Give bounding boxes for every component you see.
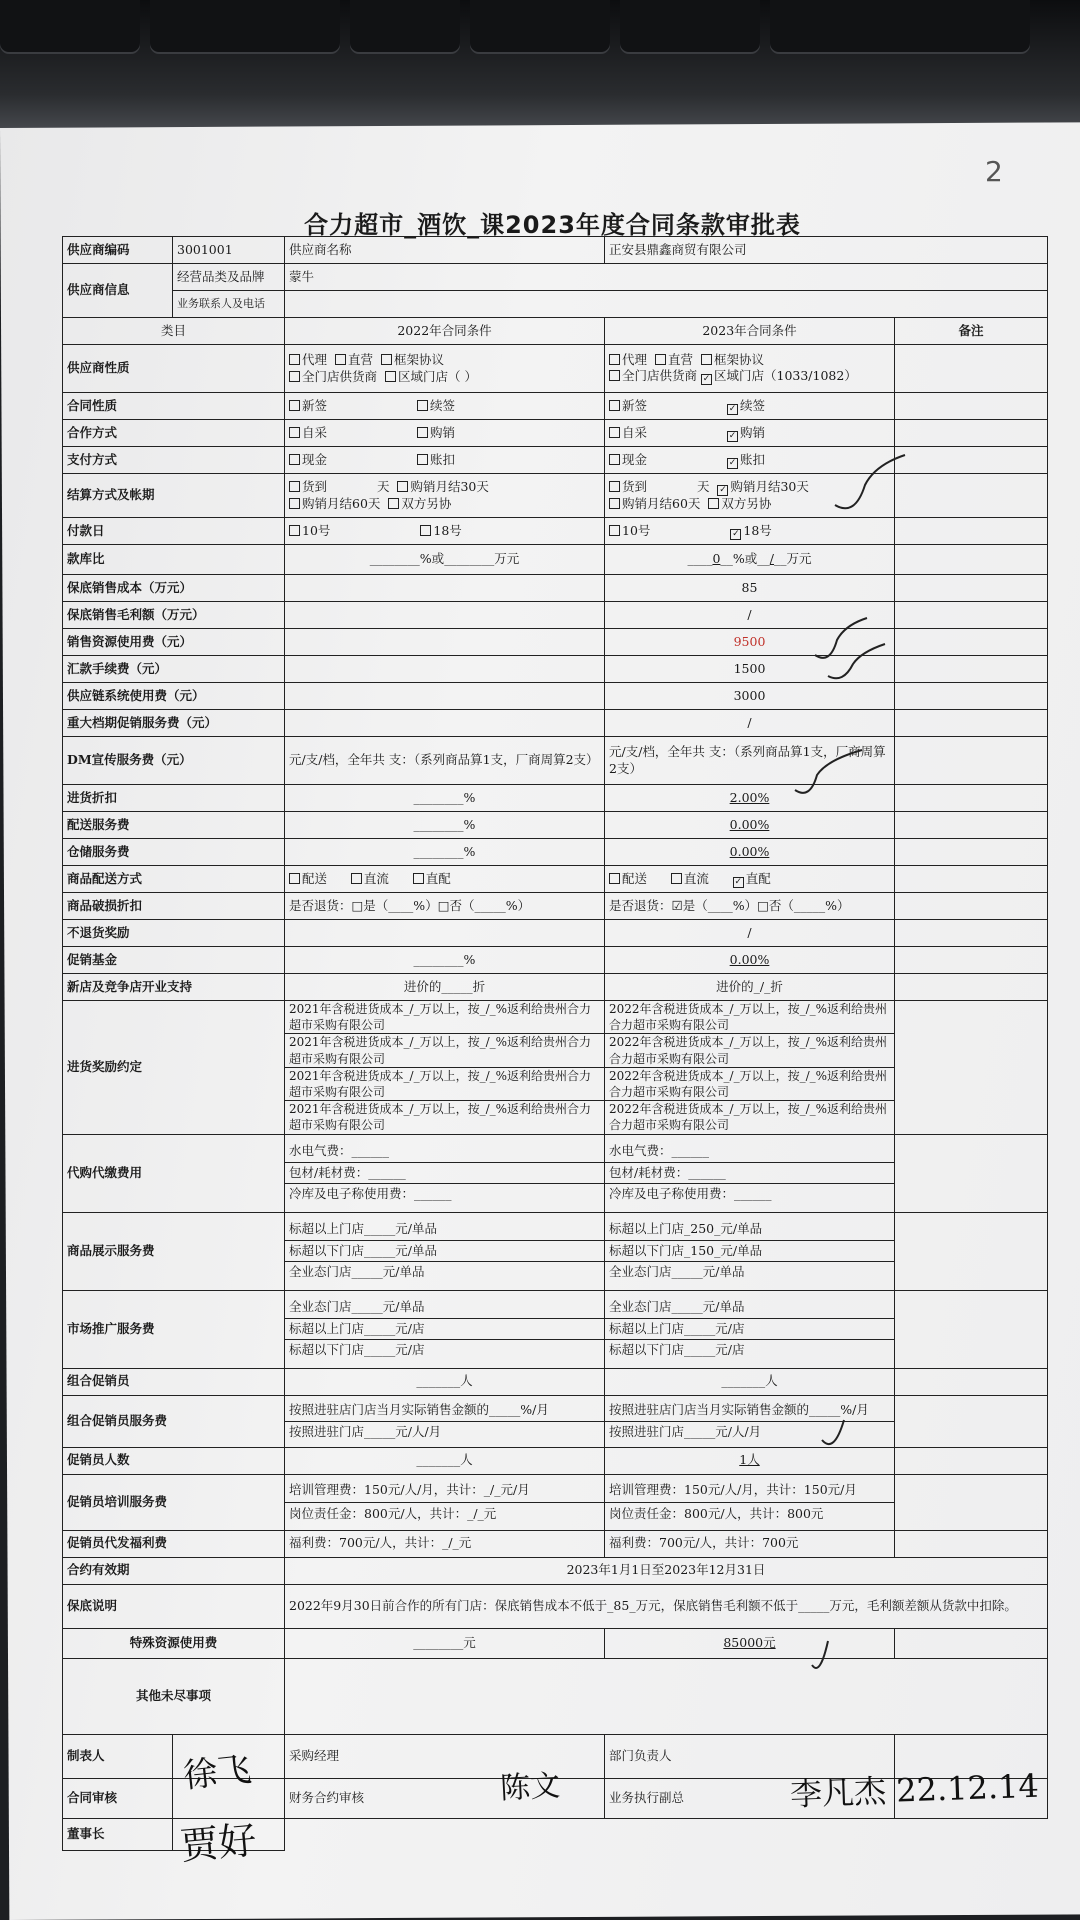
checkbox[interactable] — [701, 354, 712, 365]
key — [470, 0, 610, 52]
checkbox[interactable] — [381, 354, 392, 365]
checkbox-checked[interactable]: ✓ — [719, 484, 727, 495]
checkbox-checked[interactable]: ✓ — [732, 528, 740, 539]
checkbox[interactable] — [289, 400, 300, 411]
checkbox[interactable] — [385, 371, 396, 382]
checkbox[interactable] — [413, 873, 424, 884]
checkbox[interactable] — [289, 454, 300, 465]
checkbox[interactable] — [609, 498, 620, 509]
brand-value: 蒙牛 — [285, 264, 1048, 291]
checkbox[interactable] — [609, 873, 620, 884]
checkbox[interactable] — [289, 481, 300, 492]
key — [150, 0, 340, 52]
row-supplier-code: 供应商编码 3001001 供应商名称 正安县鼎鑫商贸有限公司 — [63, 237, 1048, 264]
checkbox[interactable] — [289, 525, 300, 536]
checkbox[interactable] — [289, 354, 300, 365]
supplier-code: 3001001 — [173, 237, 285, 264]
checkbox-checked[interactable]: ✓ — [734, 876, 742, 887]
key — [770, 0, 1030, 52]
buyer-signature: 陈文 — [499, 1768, 562, 1807]
checkbox[interactable] — [609, 370, 620, 381]
checkbox-checked[interactable]: ✓ — [728, 457, 737, 468]
key — [350, 0, 460, 52]
maker-signature: 徐飞 — [181, 1749, 254, 1797]
page-number: 2 — [985, 155, 1003, 188]
key — [0, 0, 140, 52]
keyboard-background — [0, 0, 1080, 135]
checkbox[interactable] — [655, 354, 666, 365]
checkbox[interactable] — [609, 481, 620, 492]
checkbox[interactable] — [289, 498, 300, 509]
checkbox-checked[interactable]: ✓ — [728, 430, 737, 441]
dept-head-signature: 李凡杰 22.12.14 — [789, 1766, 1040, 1814]
checkbox[interactable] — [289, 371, 300, 382]
checkbox-checked[interactable]: ✓ — [728, 403, 737, 414]
checkbox[interactable] — [417, 454, 428, 465]
checkbox[interactable] — [671, 873, 682, 884]
key — [620, 0, 760, 52]
checkbox[interactable] — [609, 454, 620, 465]
checkbox[interactable] — [609, 354, 620, 365]
checkbox[interactable] — [388, 498, 399, 509]
checkbox[interactable] — [417, 427, 428, 438]
checkbox-checked[interactable]: ✓ — [702, 374, 711, 385]
approval-form-table: 供应商编码 3001001 供应商名称 正安县鼎鑫商贸有限公司 供应商信息 经营品类及品牌 蒙牛 业务联系人及电话 类目 2022年合同条件 2023年合同条件 备注 供应商性质 代理 直营 框架协议 全门店供货商 区域门店（ ） 代理 直营 框架协议 全门店供货商 ✓ 区域门店（1033/1082） 合同性质 新签 续签 新签 ✓ 续签 合作方式 自采 购销 自采 ✓ 购销 支付方式 现金 账扣 现金 ✓ 账扣 结算方式及帐期 货到 天 购销月结30天 购销月结60天 双方另协 货到 天 ✓ 购销月结30天 购销月结60天 双方另协 付款日 10号 18号 10号 ✓ 18号 款库比 ________%或________万元 ____0__%或__/__万元 保底销售成本（万元） 85 保底销售毛利额（万元） / 销售资源使用费（元） 9500 汇款手续费（元） 1500 供应链系统使用费（元） 3000 重大档期促销服务费（元） / DM宣传服务费（元） 元/支/档，全年共 支：（系列商品算1支，厂商周算2支） 元/支/档，全年共 支：（系列商品算1支，厂商周算2支） 进货折扣 ________% 2.00% 配送服务费 ________% 0.00% 仓储服务费 ________% 0.00% 商品配送方式 配送 直流 直配 配送 直流 ✓ 直配 商品破损折扣 是否退货：□是（____%）□否（_____%） 是否退货：☑是（____%）□否（_____%） 不退货奖励 / 促销基金 ________% 0.00% 新店及竞争店开业支持 进价的_____折 进价的_/_折 进货奖励约定 2021年含税进货成本_/_万以上，按_/_%返利给贵州合力超市采购有限公司 2021年含税进货成本_/_万以上，按_/_%返利给贵州合力超市采购有限公司 2021年含税进货成本_/_万以上，按_/_%返利给贵州合力超市采购有限公司 2021年含税进货成本_/_万以上，按_/_%返利给贵州合力超市采购有限公司 2022年含税进货成本_/_万以上，按_/_%返利给贵州合力超市采购有限公司 2022年含税进货成本_/_万以上，按_/_%返利给贵州合力超市采购有限公司 2022年含税进货成本_/_万以上，按_/_%返利给贵州合力超市采购有限公司 2022年含税进货成本_/_万以上，按_/_%返利给贵州合力超市采购有限公司 代购代缴费用 水电气费：______ 包材/耗材费：______ 冷库及电子称使用费：______ 水电气费：______ 包材/耗材费：______ 冷库及电子称使用费：______ 商品展示服务费 标超以上门店_____元/单品 标超以下门店_____元/单品 全业态门店_____元/单品 标超以上门店_250_元/单品 标超以下门店_150_元/单品 全业态门店_____元/单品 市场推广服务费 全业态门店_____元/单品 标超以上门店_____元/店 标超以下门店_____元/店 全业态门店_____元/单品 标超以上门店_____元/店 标超以下门店_____元/店 组合促销员 _______人 _______人 组合促销员服务费 按照进驻店门店当月实际销售金额的_____%/月 按照进驻门店_____元/人/月 按照进驻店门店当月实际销售金额的_____%/月 按照进驻门店_____元/人/月 促销员人数 _______人 1人 促销员培训服务费 培训管理费：150元/人/月，共计：_/_元/月 岗位责任金：800元/人，共计：_/_元 培训管理费：150元/人/月，共计：150元/月 岗位责任金：800元/人，共计：800元 促销员代发福利费 福利费：700元/人，共计：_/_元 福利费：700元/人，共计：700元 合约有效期 2023年1月1日至2023年12月31日 保底说明 2022年9月30日前合作的所有门店：保底销售成本不低于_85_万元，保底销售毛利额不低于_____万元，毛利额差额从货款中扣除。 特殊资源使用费 ________元 85000元 其他未尽事项 制表人 采购经理 部门负责人 合同审核 财务合约审核 业务执行副总 董事长 — [62, 236, 1048, 1851]
checkbox[interactable] — [609, 525, 620, 536]
checkbox[interactable] — [397, 481, 408, 492]
checkbox[interactable] — [335, 354, 346, 365]
checkbox[interactable] — [417, 400, 428, 411]
audit-signature: 贾好 — [178, 1817, 259, 1869]
header-row: 类目 2022年合同条件 2023年合同条件 备注 — [63, 318, 1048, 345]
checkbox[interactable] — [289, 427, 300, 438]
checkbox[interactable] — [609, 427, 620, 438]
checkbox[interactable] — [708, 498, 719, 509]
checkbox[interactable] — [289, 873, 300, 884]
checkbox[interactable] — [351, 873, 362, 884]
form-title: 合力超市_酒饮_课2023年度合同条款审批表 — [304, 211, 801, 239]
checkbox[interactable] — [609, 400, 620, 411]
checkbox[interactable] — [420, 525, 431, 536]
supplier-name: 正安县鼎鑫商贸有限公司 — [605, 237, 1048, 264]
